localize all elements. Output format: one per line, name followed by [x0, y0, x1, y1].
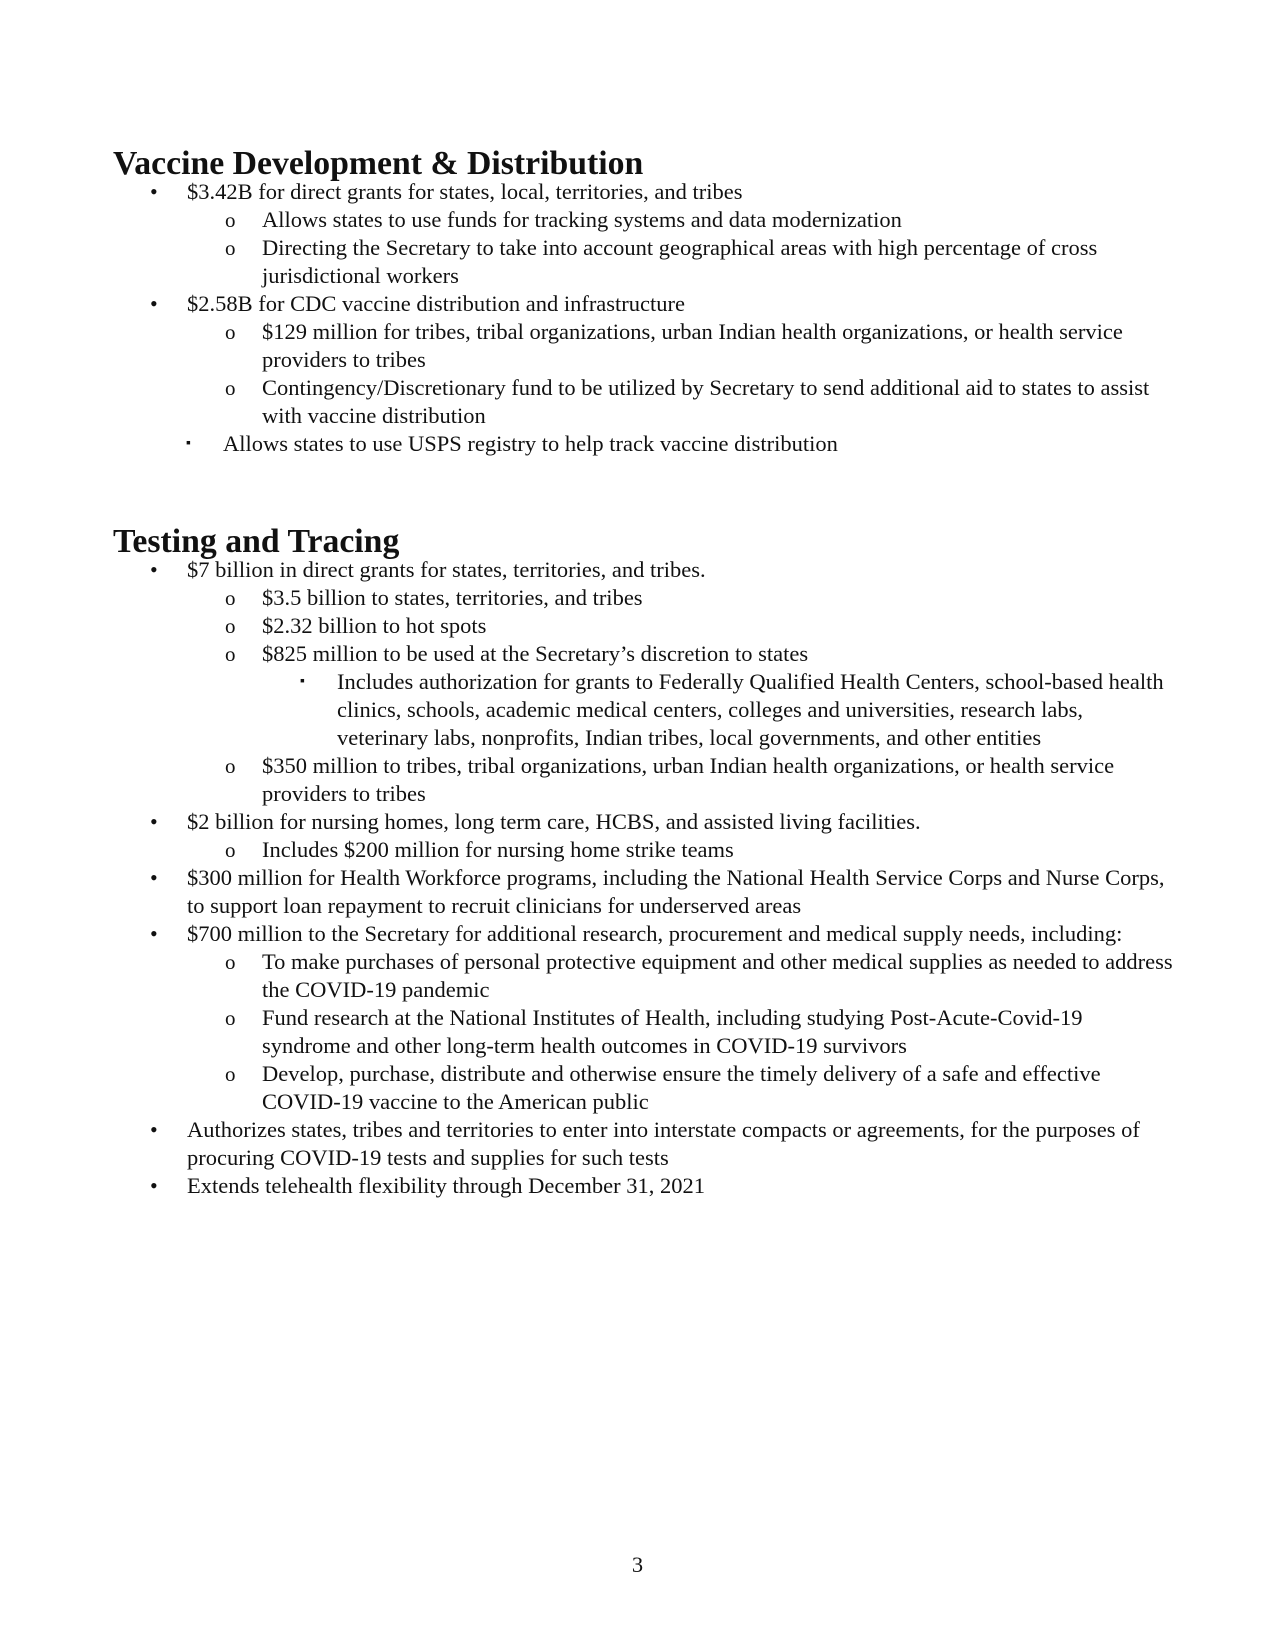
list-item — [113, 612, 1173, 640]
bullet-marker-icon: • — [150, 1117, 158, 1142]
list-item — [113, 556, 1173, 584]
list-item-text: $300 million for Health Workforce programs, including the National Health Service Corps and Nurse Corps, to support loan repayment to recruit clinicians for underserved areas — [187, 865, 1165, 918]
circle-marker-icon: o — [225, 838, 236, 862]
list-item — [113, 640, 1173, 668]
list-item — [113, 318, 1173, 374]
list-item-text: Allows states to use funds for tracking systems and data modernization — [262, 207, 902, 232]
list-item — [113, 948, 1173, 1004]
section-heading: Vaccine Development & Distribution — [113, 145, 644, 182]
square-marker-icon: ▪ — [186, 436, 191, 451]
list-item-text: $825 million to be used at the Secretary’s discretion to states — [262, 641, 809, 666]
list-item-text: Develop, purchase, distribute and otherwise ensure the timely delivery of a safe and effective COVID-19 vaccine to the American public — [262, 1061, 1101, 1114]
list-item-text: Includes $200 million for nursing home strike teams — [262, 837, 734, 862]
list-item — [113, 178, 1173, 206]
section-testing-and-tracing — [113, 523, 1173, 1200]
bullet-marker-icon: • — [150, 865, 158, 890]
list-item-text: Allows states to use USPS registry to help track vaccine distribution — [223, 431, 838, 456]
bullet-marker-icon: • — [150, 809, 158, 834]
list-item-text: $3.5 billion to states, territories, and tribes — [262, 585, 643, 610]
section-heading: Testing and Tracing — [113, 523, 400, 560]
list-item-text: $2.32 billion to hot spots — [262, 613, 487, 638]
bullet-marker-icon: • — [150, 557, 158, 582]
list-item — [113, 920, 1173, 948]
circle-marker-icon: o — [225, 950, 236, 974]
list-item-text: $2 billion for nursing homes, long term care, HCBS, and assisted living facilities. — [187, 809, 921, 834]
circle-marker-icon: o — [225, 614, 236, 638]
circle-marker-icon: o — [225, 376, 236, 400]
bullet-marker-icon: • — [150, 1173, 158, 1198]
list-item — [113, 752, 1173, 808]
square-marker-icon: ▪ — [300, 674, 305, 689]
circle-marker-icon: o — [225, 236, 236, 260]
list-item — [113, 1172, 1173, 1200]
list-item — [113, 668, 1173, 752]
bullet-marker-icon: • — [150, 921, 158, 946]
list-item — [113, 430, 1173, 458]
section-list — [113, 178, 1173, 458]
circle-marker-icon: o — [225, 754, 236, 778]
bullet-marker-icon: • — [150, 179, 158, 204]
list-item-text: Fund research at the National Institutes of Health, including studying Post-Acute-Covid-19 syndrome and other long-term health outcomes in COVID-19 survivors — [262, 1005, 1083, 1058]
list-item — [113, 864, 1173, 920]
list-item — [113, 1004, 1173, 1060]
circle-marker-icon: o — [225, 208, 236, 232]
circle-marker-icon: o — [225, 642, 236, 666]
list-item — [113, 584, 1173, 612]
list-item-text: Directing the Secretary to take into account geographical areas with high percentage of cross jurisdictional workers — [262, 235, 1098, 288]
list-item — [113, 836, 1173, 864]
list-item-text: To make purchases of personal protective equipment and other medical supplies as needed to address the COVID-19 pandemic — [262, 949, 1173, 1002]
list-item — [113, 1116, 1173, 1172]
circle-marker-icon: o — [225, 1006, 236, 1030]
list-item-text: $350 million to tribes, tribal organizations, urban Indian health organizations, or health service providers to tribes — [262, 753, 1115, 806]
list-item — [113, 234, 1173, 290]
list-item-text: $700 million to the Secretary for additional research, procurement and medical supply needs, including: — [187, 921, 1123, 946]
circle-marker-icon: o — [225, 586, 236, 610]
list-item — [113, 808, 1173, 836]
page-number: 3 — [631, 1552, 644, 1577]
list-item-text: Extends telehealth flexibility through December 31, 2021 — [187, 1173, 705, 1198]
list-item — [113, 1060, 1173, 1116]
bullet-marker-icon: • — [150, 291, 158, 316]
list-item-text: $129 million for tribes, tribal organizations, urban Indian health organizations, or health service providers to tribes — [262, 319, 1123, 372]
section-vaccine-development — [113, 145, 1173, 458]
circle-marker-icon: o — [225, 320, 236, 344]
list-item-text: Contingency/Discretionary fund to be utilized by Secretary to send additional aid to states to assist with vaccine distribution — [262, 375, 1150, 428]
section-list — [113, 556, 1173, 1200]
circle-marker-icon: o — [225, 1062, 236, 1086]
list-item — [113, 290, 1173, 318]
list-item-text: $7 billion in direct grants for states, territories, and tribes. — [187, 557, 706, 582]
list-item-text: Includes authorization for grants to Federally Qualified Health Centers, school-based health clinics, schools, academic medical centers, colleges and universities, research labs, veterinary labs, nonprofits, Indian tribes, local governments, and other entities — [337, 669, 1164, 750]
list-item-text: $2.58B for CDC vaccine distribution and infrastructure — [187, 291, 686, 316]
list-item-text: Authorizes states, tribes and territories to enter into interstate compacts or agreements, for the purposes of procuring COVID-19 tests and supplies for such tests — [187, 1117, 1140, 1170]
list-item-text: $3.42B for direct grants for states, local, territories, and tribes — [187, 179, 743, 204]
list-item — [113, 206, 1173, 234]
list-item — [113, 374, 1173, 430]
